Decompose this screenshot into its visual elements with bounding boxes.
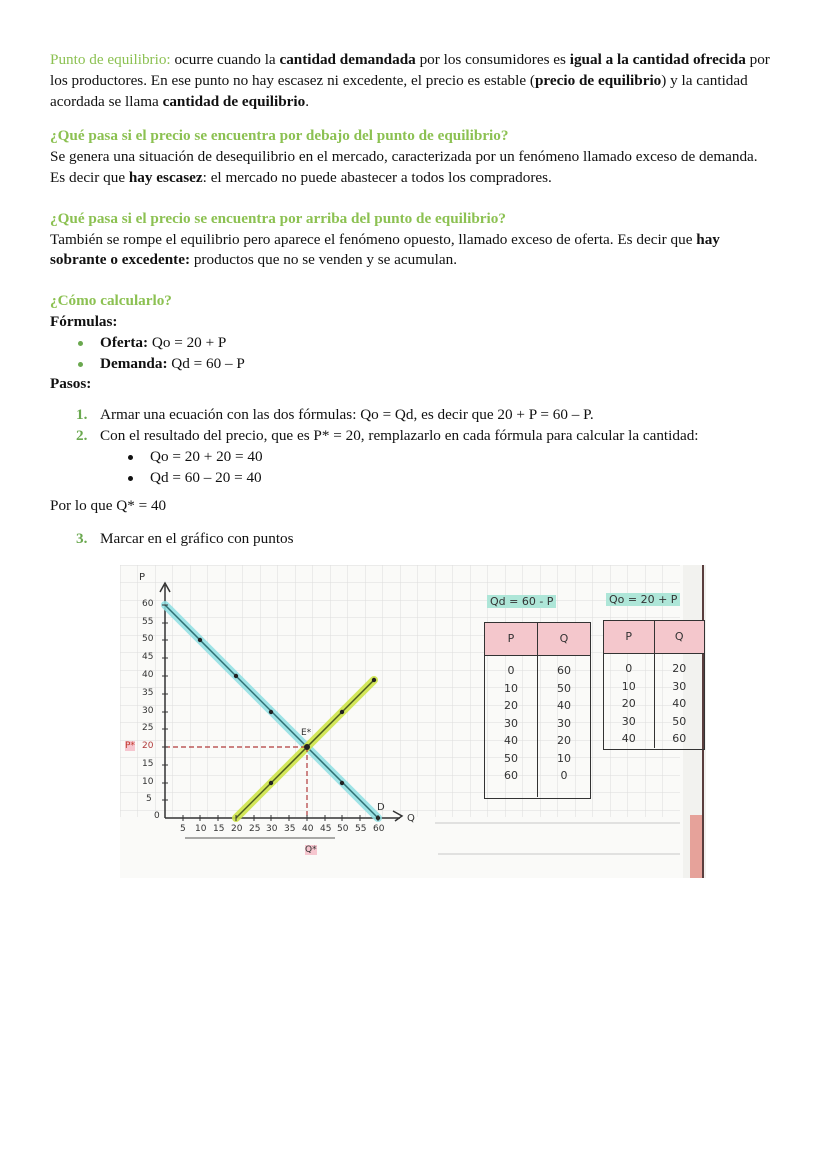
y-tick: 45 [142,652,154,662]
step-2: 2. Con el resultado del precio, que es P* = 20, remplazarlo en cada fórmula para calcular la cantidad: [76,426,699,444]
table-cell: 30 [621,714,636,728]
table-cell: 50 [504,751,518,765]
step-3: 3. Marcar en el gráfico con puntos [76,530,294,548]
table-cell: 20 [672,662,687,675]
x-tick: 55 [355,824,367,834]
y-axis-label: P [139,572,146,583]
table-cell: 40 [557,699,571,712]
x-tick: 30 [266,824,278,834]
table-cell: 40 [504,734,518,747]
table-cell: 20 [504,699,518,712]
paragraph-below-equilibrium: Se genera una situación de desequilibrio en el mercado, caracterizada por un fenómeno llamado exceso de demanda. Es decir que hay escasez: el mercado no puede abastecer a todos los compradores. [50,148,758,186]
substeps-list [50,447,770,489]
document-page [50,50,770,550]
steps-list [50,405,770,447]
demand-table [484,622,591,799]
x-tick: 50 [337,824,349,834]
p-star-label: P* [125,741,135,751]
table-cell: 20 [557,734,571,747]
supply-table [603,620,705,750]
q-star-label: Q* [305,845,317,855]
x-tick: 5 [180,824,186,834]
table-cell: 60 [504,769,518,782]
formula-list [50,333,770,375]
x-tick: 15 [213,824,225,834]
heading-below-equilibrium: ¿Qué pasa si el precio se encuentra por debajo del punto de equilibrio? [50,127,509,145]
table-header: Q [674,630,684,643]
table-header: P [604,621,655,653]
table-cell: 10 [557,751,571,765]
x-tick: 60 [373,824,385,834]
table-cell: 40 [621,732,636,745]
substep-supply: Qo = 20 + 20 = 40 [122,447,770,468]
y-tick: 10 [142,777,154,787]
x-tick: 45 [320,824,332,834]
x-tick: 20 [231,824,243,834]
table-cell: 30 [557,716,571,730]
table-cell: 50 [557,681,571,695]
x-tick: 35 [284,824,296,834]
table-cell: 60 [672,732,687,745]
origin-label: 0 [154,811,160,821]
supply-table-title: Qo = 20 + P [606,593,680,606]
heading-above-equilibrium: ¿Qué pasa si el precio se encuentra por arriba del punto de equilibrio? [50,209,506,227]
y-tick: 20 [142,741,154,751]
step-1: 1. Armar una ecuación con las dos fórmulas: Qo = Qd, es decir que 20 + P = 60 – P. [76,406,594,424]
formula-supply: Oferta: Qo = 20 + P [74,333,770,354]
table-cell: 50 [672,714,687,728]
paragraph-above-equilibrium: También se rompe el equilibrio pero aparece el fenómeno opuesto, llamado exceso de oferta. Es decir que hay sobrante o excedente: productos que no se venden y se acumulan. [50,230,720,269]
x-tick: 40 [302,824,314,834]
table-cell: 0 [625,662,633,675]
notebook-photo [120,565,706,878]
y-tick: 35 [142,688,154,698]
table-cell: 10 [504,681,518,695]
formula-demand: Demanda: Qd = 60 – P [74,354,770,375]
table-header: P [485,623,538,655]
formulas-label: Fórmulas: [50,312,118,330]
y-tick: 40 [142,670,154,680]
conclusion: Por lo que Q* = 40 [50,497,167,515]
y-tick: 5 [146,794,152,804]
substep-demand: Qd = 60 – 20 = 40 [122,468,770,489]
equilibrium-definition: Punto de equilibrio: ocurre cuando la cantidad demandada por los consumidores es igual a la cantidad ofrecida por los productores. En ese punto no hay escasez ni excedente, el precio es estable (precio de equilibrio) y la cantidad acordada se llama cantidad de equilibrio. [50,51,770,110]
table-cell: 10 [621,679,636,693]
table-cell: 30 [504,716,518,730]
table-cell: 30 [672,679,687,693]
x-tick: 10 [195,824,207,834]
table-header: Q [559,632,569,645]
y-tick: 50 [142,634,154,644]
y-tick: 60 [142,599,154,609]
x-axis-label: Q [407,813,415,824]
x-tick: 25 [249,824,261,834]
table-cell: 40 [672,697,687,710]
y-tick: 15 [142,759,154,769]
y-tick: 55 [142,617,154,627]
table-cell: 60 [557,664,571,677]
steps-list-continued [50,529,770,550]
demand-label: D [377,802,385,813]
table-cell: 0 [560,769,568,782]
steps-label: Pasos: [50,375,92,393]
demand-table-title: Qd = 60 - P [487,595,556,608]
table-cell: 0 [507,664,515,677]
equilibrium-label: E* [301,728,312,738]
heading-how-to-calculate: ¿Cómo calcularlo? [50,292,172,310]
table-cell: 20 [621,697,636,710]
term-label: Punto de equilibrio: [50,51,171,68]
y-tick: 30 [142,706,154,716]
y-tick: 25 [142,723,154,733]
